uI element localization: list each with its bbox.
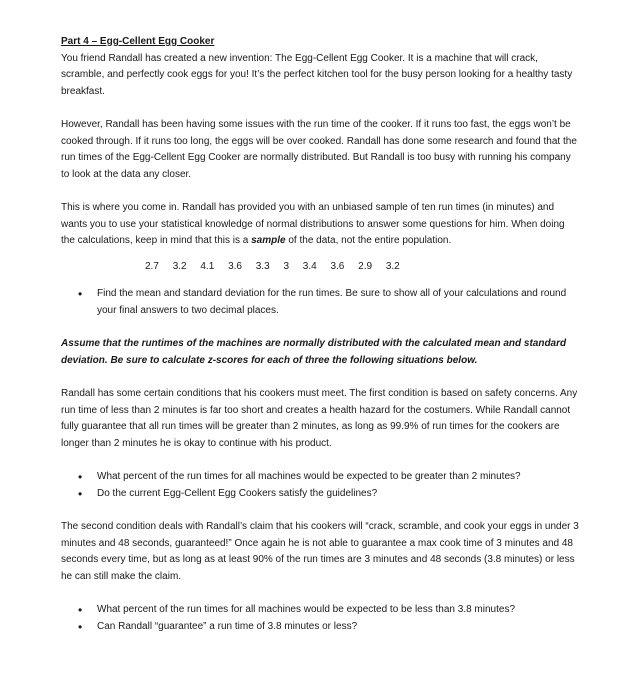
data-value: 3.6 [228,260,242,272]
list-item: • Can Randall “guarantee” a run time of 3.8 minutes or less? [61,619,581,636]
data-value: 3.4 [302,260,317,272]
list-item: • What percent of the run times for all machines would be expected to be greater than 2 minutes? [61,469,581,486]
data-value: 4.1 [200,260,215,272]
list-item: • What percent of the run times for all machines would be expected to be less than 3.8 minutes? [61,602,581,619]
sample-data-row [145,259,581,276]
data-value: 2.9 [358,260,373,272]
task-text-b: of the data, not the entire population. [285,235,452,246]
data-value: 3 [283,260,289,272]
question-list-2 [61,469,581,502]
question-list-3 [61,602,581,635]
condition-one-paragraph: Randall has some certain conditions that his cookers must meet. The first condition is based on safety concerns. Any run time of less than 2 minutes is far too short and creates a health hazard for the costumers. While Randall cannot fully guarantee that all run times will be greater than 2 minutes, as long as 99.9% of run times for the cookers are longer than 2 minutes he is okay to continue with his product. [61,388,578,449]
question-list-1 [61,286,581,319]
problem-paragraph: However, Randall has been having some issues with the run time of the cooker. If it runs too fast, the eggs won’t be cooked through. If it runs too long, the eggs will be over cooked. Randall has done some research and found that the run times of the Egg-Cellent Egg Cooker are normally distributed. But Randall is too busy with running his company to look at the data any closer. [61,119,577,180]
page-title: Part 4 – Egg-Cellent Egg Cooker [61,36,215,47]
sample-emphasis: sample [251,235,286,246]
task-paragraph [61,200,581,250]
condition-two-paragraph: The second condition deals with Randall’s claim that his cookers will “crack, scramble, and cook your eggs in under 3 minutes and 48 seconds, guaranteed!” Once again he is not able to guarantee a max cook time of 3 minutes and 48 seconds every time, but as long as at least 90% of the run times are 3 minutes and 48 seconds (3.8 minutes) or less he can still make the claim. [61,521,579,582]
data-value: 3.6 [330,260,345,272]
intro-paragraph: You friend Randall has created a new invention: The Egg-Cellent Egg Cooker. It is a machine that will crack, scramble, and perfectly cook eggs for you! It’s the perfect kitchen tool for the busy person looking for a healthy tasty breakfast. [61,52,573,97]
data-value: 3.2 [172,260,187,272]
list-item: • Do the current Egg-Cellent Egg Cookers satisfy the guidelines? [61,486,581,503]
list-item: • Find the mean and standard deviation for the run times. Be sure to show all of your calculations and round your final answers to two decimal places. [61,286,581,319]
assumption-paragraph: Assume that the runtimes of the machines are normally distributed with the calculated mean and standard deviation. Be sure to calculate z-scores for each of three the following situations below. [61,338,567,366]
task-text-a: This is where you come in. Randall has provided you with an unbiased sample of ten run times (in minutes) and wants you to use your statistical knowledge of normal distributions to answer some questions for him. When doing the calculations, keep in mind that this is a [61,202,565,246]
document-page [61,34,581,635]
data-value: 3.2 [385,260,400,272]
data-value: 2.7 [145,260,159,272]
data-value: 3.3 [255,260,270,272]
